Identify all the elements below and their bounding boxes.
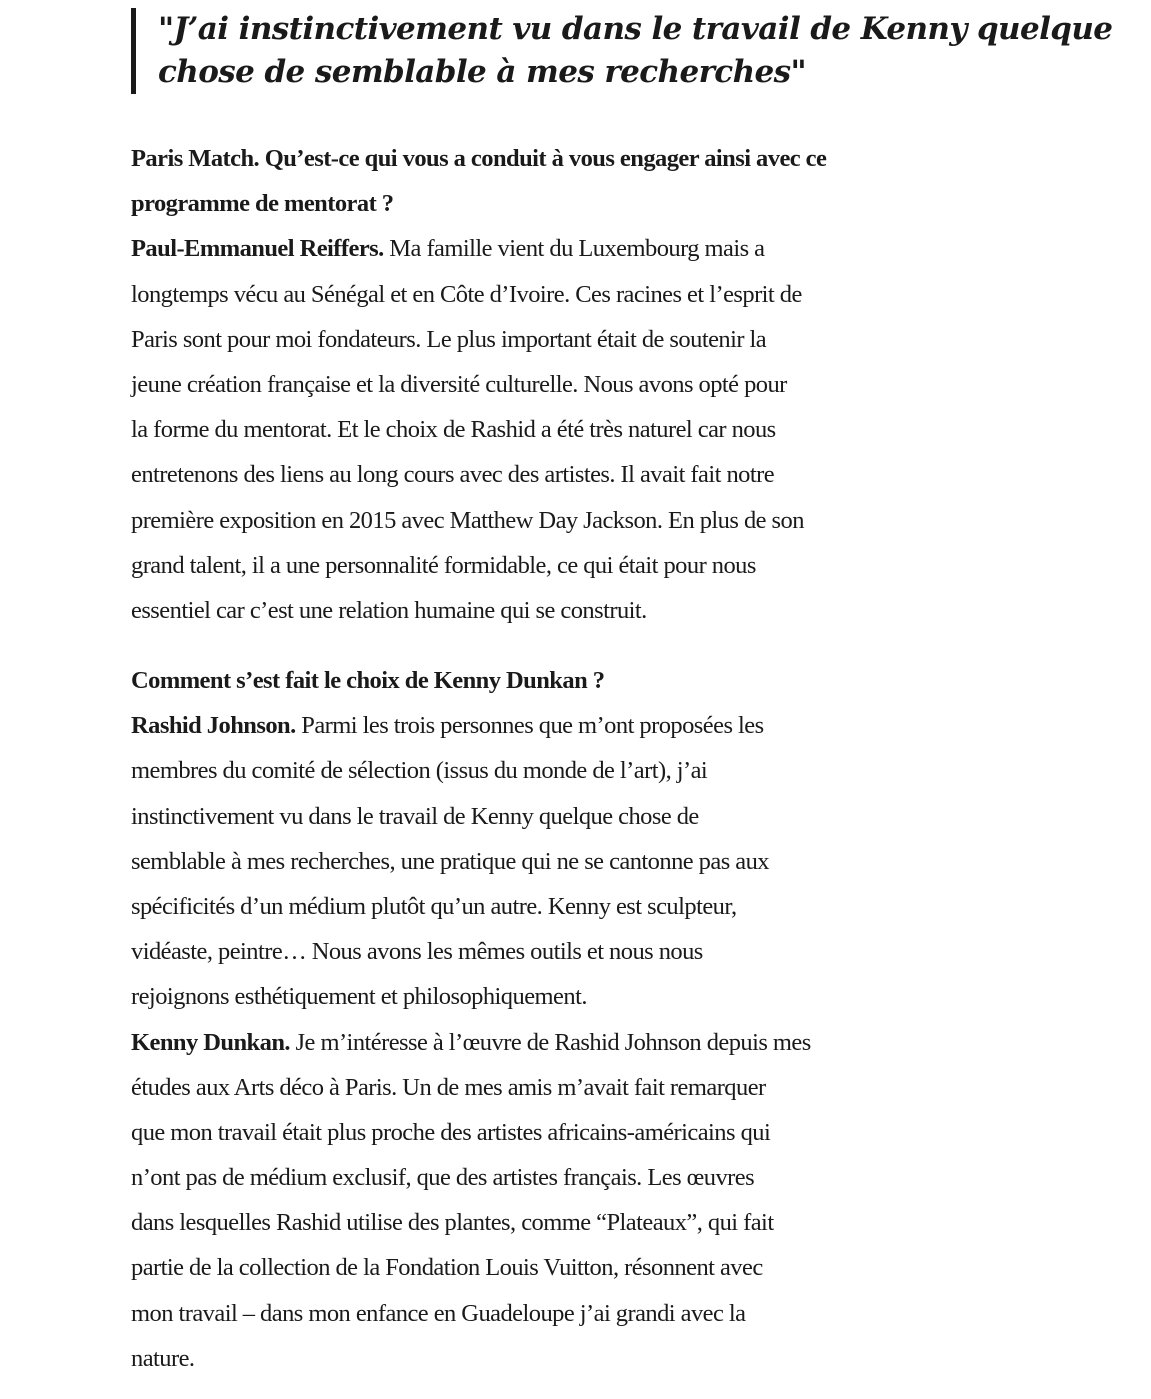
pull-quote-line: chose de semblable à mes recherches": [158, 54, 807, 90]
answer-line: vidéaste, peintre… Nous avons les mêmes outils et nous nous: [131, 938, 703, 966]
speaker-name: Rashid Johnson.: [131, 712, 296, 740]
answer-line: longtemps vécu au Sénégal et en Côte d’Ivoire. Ces racines et l’esprit de: [131, 280, 802, 308]
answer-line: Paris sont pour moi fondateurs. Le plus important était de soutenir la: [131, 325, 767, 353]
answer-line: mon travail – dans mon enfance en Guadeloupe j’ai grandi avec la: [131, 1299, 746, 1327]
answer-line: spécificités d’un médium plutôt qu’un autre. Kenny est sculpteur,: [131, 892, 737, 920]
speaker-name: Kenny Dunkan.: [131, 1028, 290, 1056]
answer-line: que mon travail était plus proche des artistes africains-américains qui: [131, 1118, 771, 1146]
answer-line: membres du comité de sélection (issus du monde de l’art), j’ai: [131, 757, 708, 785]
interview-section-2: [131, 658, 1031, 1381]
answer-line: n’ont pas de médium exclusif, que des artistes français. Les œuvres: [131, 1164, 755, 1192]
speaker-name: Paul-Emmanuel Reiffers.: [131, 235, 384, 263]
answer-line: la forme du mentorat. Et le choix de Rashid a été très naturel car nous: [131, 416, 776, 444]
interview-section-1: [131, 136, 1031, 633]
interview-question: Comment s’est fait le choix de Kenny Dunkan ?: [131, 667, 605, 694]
answer-line: entretenons des liens au long cours avec des artistes. Il avait fait notre: [131, 461, 775, 489]
answer-line: rejoignons esthétiquement et philosophiquement.: [131, 983, 587, 1011]
interview-answer: [131, 1020, 1031, 1065]
pull-quote: [131, 8, 1113, 94]
answer-line: partie de la collection de la Fondation Louis Vuitton, résonnent avec: [131, 1254, 763, 1282]
answer-text: Parmi les trois personnes que m’ont proposées les: [295, 712, 764, 740]
answer-line: études aux Arts déco à Paris. Un de mes amis m’avait fait remarquer: [131, 1073, 766, 1101]
answer-line: grand talent, il a une personnalité formidable, ce qui était pour nous: [131, 551, 756, 579]
answer-line: jeune création française et la diversité culturelle. Nous avons opté pour: [131, 370, 787, 398]
answer-line: instinctivement vu dans le travail de Kenny quelque chose de: [131, 802, 699, 830]
answer-line: semblable à mes recherches, une pratique qui ne se cantonne pas aux: [131, 847, 769, 875]
interview-answer: [131, 703, 1031, 748]
interview-question: Paris Match. Qu’est-ce qui vous a conduit à vous engager ainsi avec ce: [131, 145, 827, 172]
interview-answer: [131, 226, 1031, 271]
pull-quote-line: "J’ai instinctivement vu dans le travail de Kenny quelque: [158, 11, 1113, 47]
answer-line: première exposition en 2015 avec Matthew Day Jackson. En plus de son: [131, 506, 804, 534]
answer-text: Ma famille vient du Luxembourg mais a: [383, 235, 765, 263]
answer-text: Je m’intéresse à l’œuvre de Rashid Johnson depuis mes: [289, 1028, 811, 1056]
answer-line: dans lesquelles Rashid utilise des plantes, comme “Plateaux”, qui fait: [131, 1209, 774, 1237]
answer-line: nature.: [131, 1344, 195, 1372]
answer-line: essentiel car c’est une relation humaine qui se construit.: [131, 596, 647, 624]
interview-question: programme de mentorat ?: [131, 190, 394, 218]
